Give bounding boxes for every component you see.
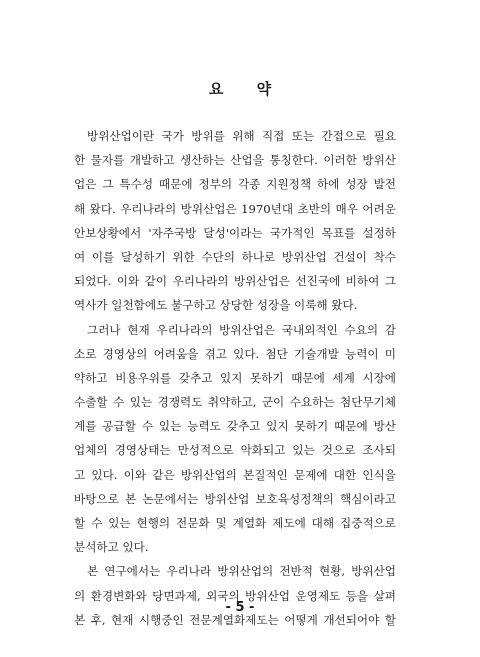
text-line: 할 수 있는 현행의 전문화 및 계열화 제도에 대해 집중적으로 [74,516,396,530]
text-line: 바탕으로 본 논문에서는 방위산업 보호육성정책의 핵심이라고 [74,491,396,506]
text-line: 방위산업이란 국가 방위를 위해 직접 또는 간접으로 필요 [87,129,396,143]
text-line: 역사가 일천함에도 불구하고 상당한 성장을 이룩해 왔다. [74,298,358,313]
text-line: 되었다. 이와 같이 우리나라의 방위산업은 선진국에 비하여 그 [74,274,396,289]
page-number: - 5 - [225,600,255,615]
text-line: 여 이를 달성하기 위한 수단의 하나로 방위산업 건설이 착수 [74,249,396,264]
text-line: 계를 공급할 수 있는 능력도 갖추고 있지 못하기 때문에 방산 [74,419,396,434]
page-title: 요 약 [208,80,286,98]
summary-body [74,124,396,632]
text-line: 한 물자를 개발하고 생산하는 산업을 통칭한다. 이러한 방위산 [74,153,396,168]
text-line: 본 후, 현재 시행중인 전문계열화제도는 어떻게 개선되어야 할 [74,612,396,627]
text-line: 소로 경영상의 어려움을 겪고 있다. 첨단 기술개발 능력이 미 [74,346,396,361]
text-line: 분석하고 있다. [74,540,149,555]
text-line: 본 연구에서는 우리나라 방위산업의 전반적 현황, 방위산업 [87,564,396,579]
text-line: 의 환경변화와 당면과제, 외국의 방위산업 운영제도 등을 살펴 [74,588,396,603]
text-line: 약하고 비용우위를 갖추고 있지 못하기 때문에 세계 시장에 [74,370,396,385]
text-line: 고 있다. 이와 같은 방위산업의 본질적인 문제에 대한 인식을 [74,467,396,482]
text-line: 안보상황에서 '자주국방 달성'이라는 국가적인 목표를 설정하 [74,225,396,240]
text-line: 그러나 현재 우리나라의 방위산업은 국내외적인 수요의 감 [87,322,396,337]
text-line: 해 왔다. 우리나라의 방위산업은 1970년대 초반의 매우 어려운 [74,201,396,216]
text-line: 업은 그 특수성 때문에 정부의 각종 지원정책 하에 성장 발전 [74,177,396,192]
text-line: 업체의 경영상태는 만성적으로 악화되고 있는 것으로 조사되 [74,443,396,458]
text-line: 수출할 수 있는 경쟁력도 취약하고, 군이 수요하는 첨단무기체 [74,395,396,410]
